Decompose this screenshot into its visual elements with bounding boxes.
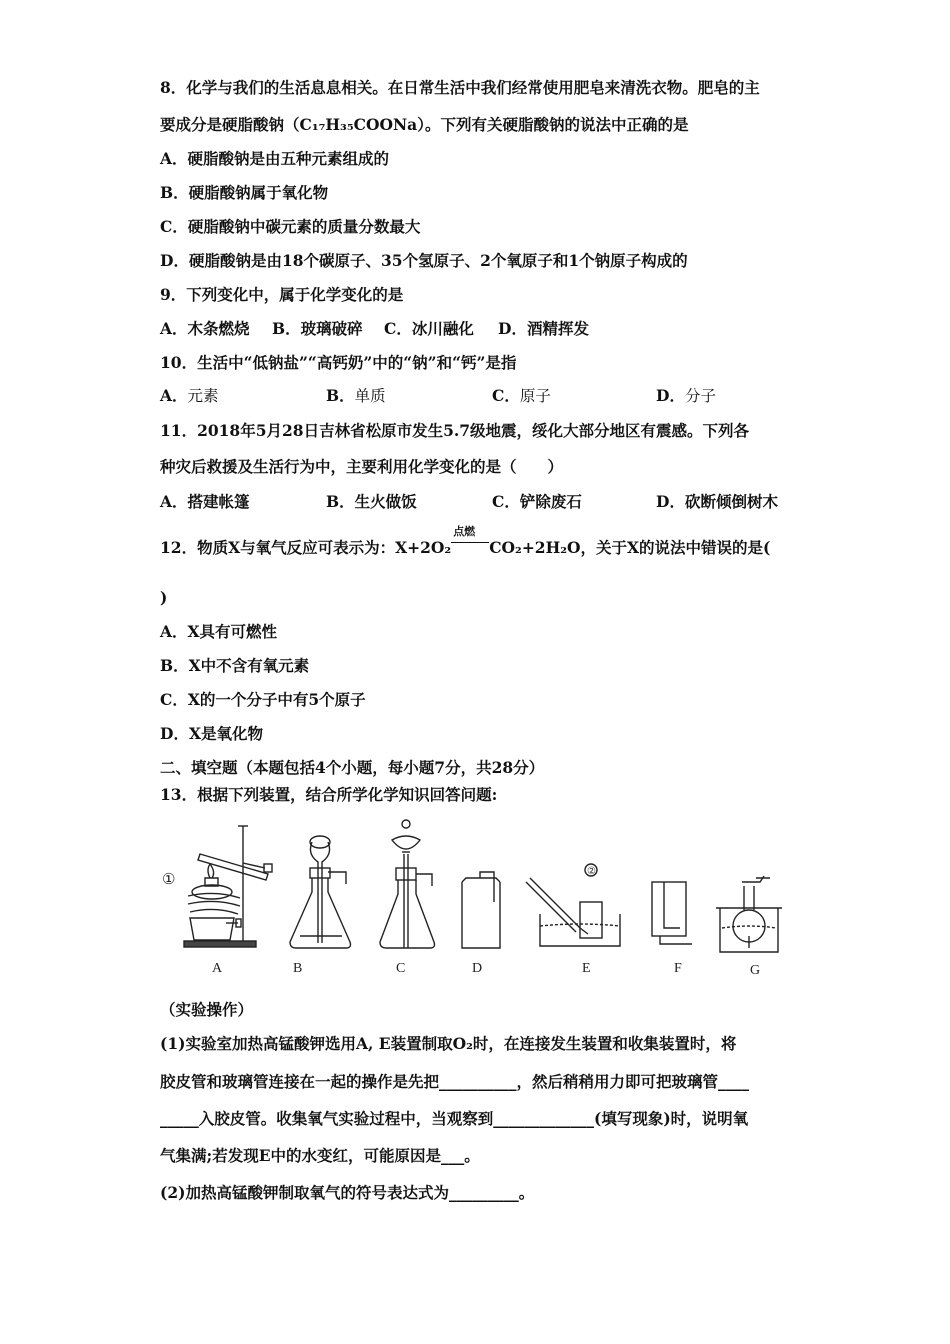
- q11-option-b: B．生火做饭: [326, 492, 417, 511]
- q10-option-a-label: A．: [160, 386, 188, 405]
- section2-title: 二、填空题（本题包括4个小题，每小题7分，共28分）: [160, 758, 545, 777]
- q13-part1-line2: 胶皮管和玻璃管连接在一起的操作是先把__________，然后稍稍用力即可把玻璃管____: [160, 1072, 750, 1091]
- q9-option-a: A．木条燃烧: [160, 319, 250, 338]
- q13-part1-line1: (1)实验室加热高锰酸钾选用A, E装置制取O₂时，在连接发生装置和收集装置时，将: [160, 1034, 737, 1053]
- reaction-arrow: [451, 525, 489, 558]
- q12-option-d: D．X是氧化物: [160, 724, 263, 743]
- q12-stem-line2: ): [160, 588, 168, 607]
- q12-stem-line1: [160, 525, 771, 558]
- q12-option-a: A．X具有可燃性: [160, 622, 278, 641]
- q10-option-d-text: 分子: [684, 387, 716, 405]
- q10-option-b-label: B．: [326, 386, 355, 405]
- q8-stem-line1: 8．化学与我们的生活息息相关。在日常生活中我们经常使用肥皂来清洗衣物。肥皂的主: [160, 78, 760, 97]
- apparatus-d-drawing: [462, 872, 500, 948]
- q13-part1-line4: 气集满;若发现E中的水变红，可能原因是___。: [160, 1146, 480, 1165]
- q10-option-a-text: 元素: [187, 387, 219, 405]
- apparatus-b-drawing: [290, 836, 351, 948]
- q8-option-c: C．硬脂酸钠中碳元素的质量分数最大: [160, 217, 421, 236]
- apparatus-f-drawing: [652, 882, 692, 944]
- apparatus-a-drawing: [184, 826, 272, 947]
- mark-1: ①: [162, 870, 176, 888]
- q11-stem-line1: 11．2018年5月28日吉林省松原市发生5.7级地震，绥化大部分地区有震感。下列各: [160, 421, 750, 440]
- label-f: F: [674, 961, 682, 976]
- q8-option-b: B．硬脂酸钠属于氧化物: [160, 183, 329, 202]
- q13-part2: (2)加热高锰酸钾制取氧气的符号表达式为_________。: [160, 1183, 535, 1202]
- label-c: C: [396, 961, 406, 976]
- q9-stem: 9．下列变化中，属于化学变化的是: [160, 285, 404, 304]
- mark-2: ②: [587, 866, 596, 877]
- q9-options: [160, 319, 760, 339]
- apparatus-g-drawing: [716, 876, 782, 952]
- q9-option-d: D．酒精挥发: [498, 319, 589, 338]
- label-b: B: [293, 961, 303, 976]
- q9-option-b: B．玻璃破碎: [272, 319, 363, 338]
- q10-option-d-label: D．: [656, 386, 685, 405]
- q8-option-a: A．硬脂酸钠是由五种元素组成的: [160, 149, 390, 168]
- apparatus-c-drawing: [380, 820, 435, 948]
- apparatus-e-drawing: [526, 864, 620, 946]
- q12-option-c: C．X的一个分子中有5个原子: [160, 690, 366, 709]
- q8-option-d: D．硬脂酸钠是由18个碳原子、35个氢原子、2个氧原子和1个钠原子构成的: [160, 251, 688, 270]
- q11-option-c: C．铲除废石: [492, 492, 582, 511]
- q11-option-d: D．砍断倾倒树木: [656, 492, 778, 511]
- q13-subheading: （实验操作）: [160, 1000, 254, 1019]
- q12-option-b: B．X中不含有氧元素: [160, 656, 310, 675]
- label-a: A: [212, 961, 223, 976]
- label-e: E: [582, 961, 591, 976]
- q8-stem-line2: 要成分是硬脂酸钠（C₁₇H₃₅COONa）。下列有关硬脂酸钠的说法中正确的是: [160, 115, 689, 134]
- q11-option-a: A．搭建帐篷: [160, 492, 250, 511]
- q10-option-c-text: 原子: [519, 387, 551, 405]
- q13-stem: 13．根据下列装置，结合所学化学知识回答问题:: [160, 785, 498, 804]
- label-g: G: [750, 963, 761, 978]
- q11-options: [160, 492, 790, 512]
- q10-option-c-label: C．: [492, 386, 520, 405]
- q13-part1-line3: _____入胶皮管。收集氧气实验过程中，当观察到_____________(填写现象)时，说明氧: [160, 1109, 749, 1128]
- q10-options: [160, 386, 780, 406]
- reaction-condition: 点燃: [453, 525, 476, 538]
- q10-stem: 10．生活中“低钠盐”“高钙奶”中的“钠”和“钙”是指: [160, 353, 517, 372]
- q12-stem-prefix: 12．物质X与氧气反应可表示为：X+2O₂: [160, 538, 452, 557]
- q11-stem-line2: 种灾后救援及生活行为中，主要利用化学变化的是（ ）: [160, 457, 564, 476]
- apparatus-figure: [160, 818, 795, 988]
- q9-option-c: C．冰川融化: [384, 319, 474, 338]
- q12-stem-suffix: CO₂+2H₂O，关于X的说法中错误的是(: [489, 538, 771, 557]
- label-d: D: [472, 961, 483, 976]
- q10-option-b-text: 单质: [354, 387, 386, 405]
